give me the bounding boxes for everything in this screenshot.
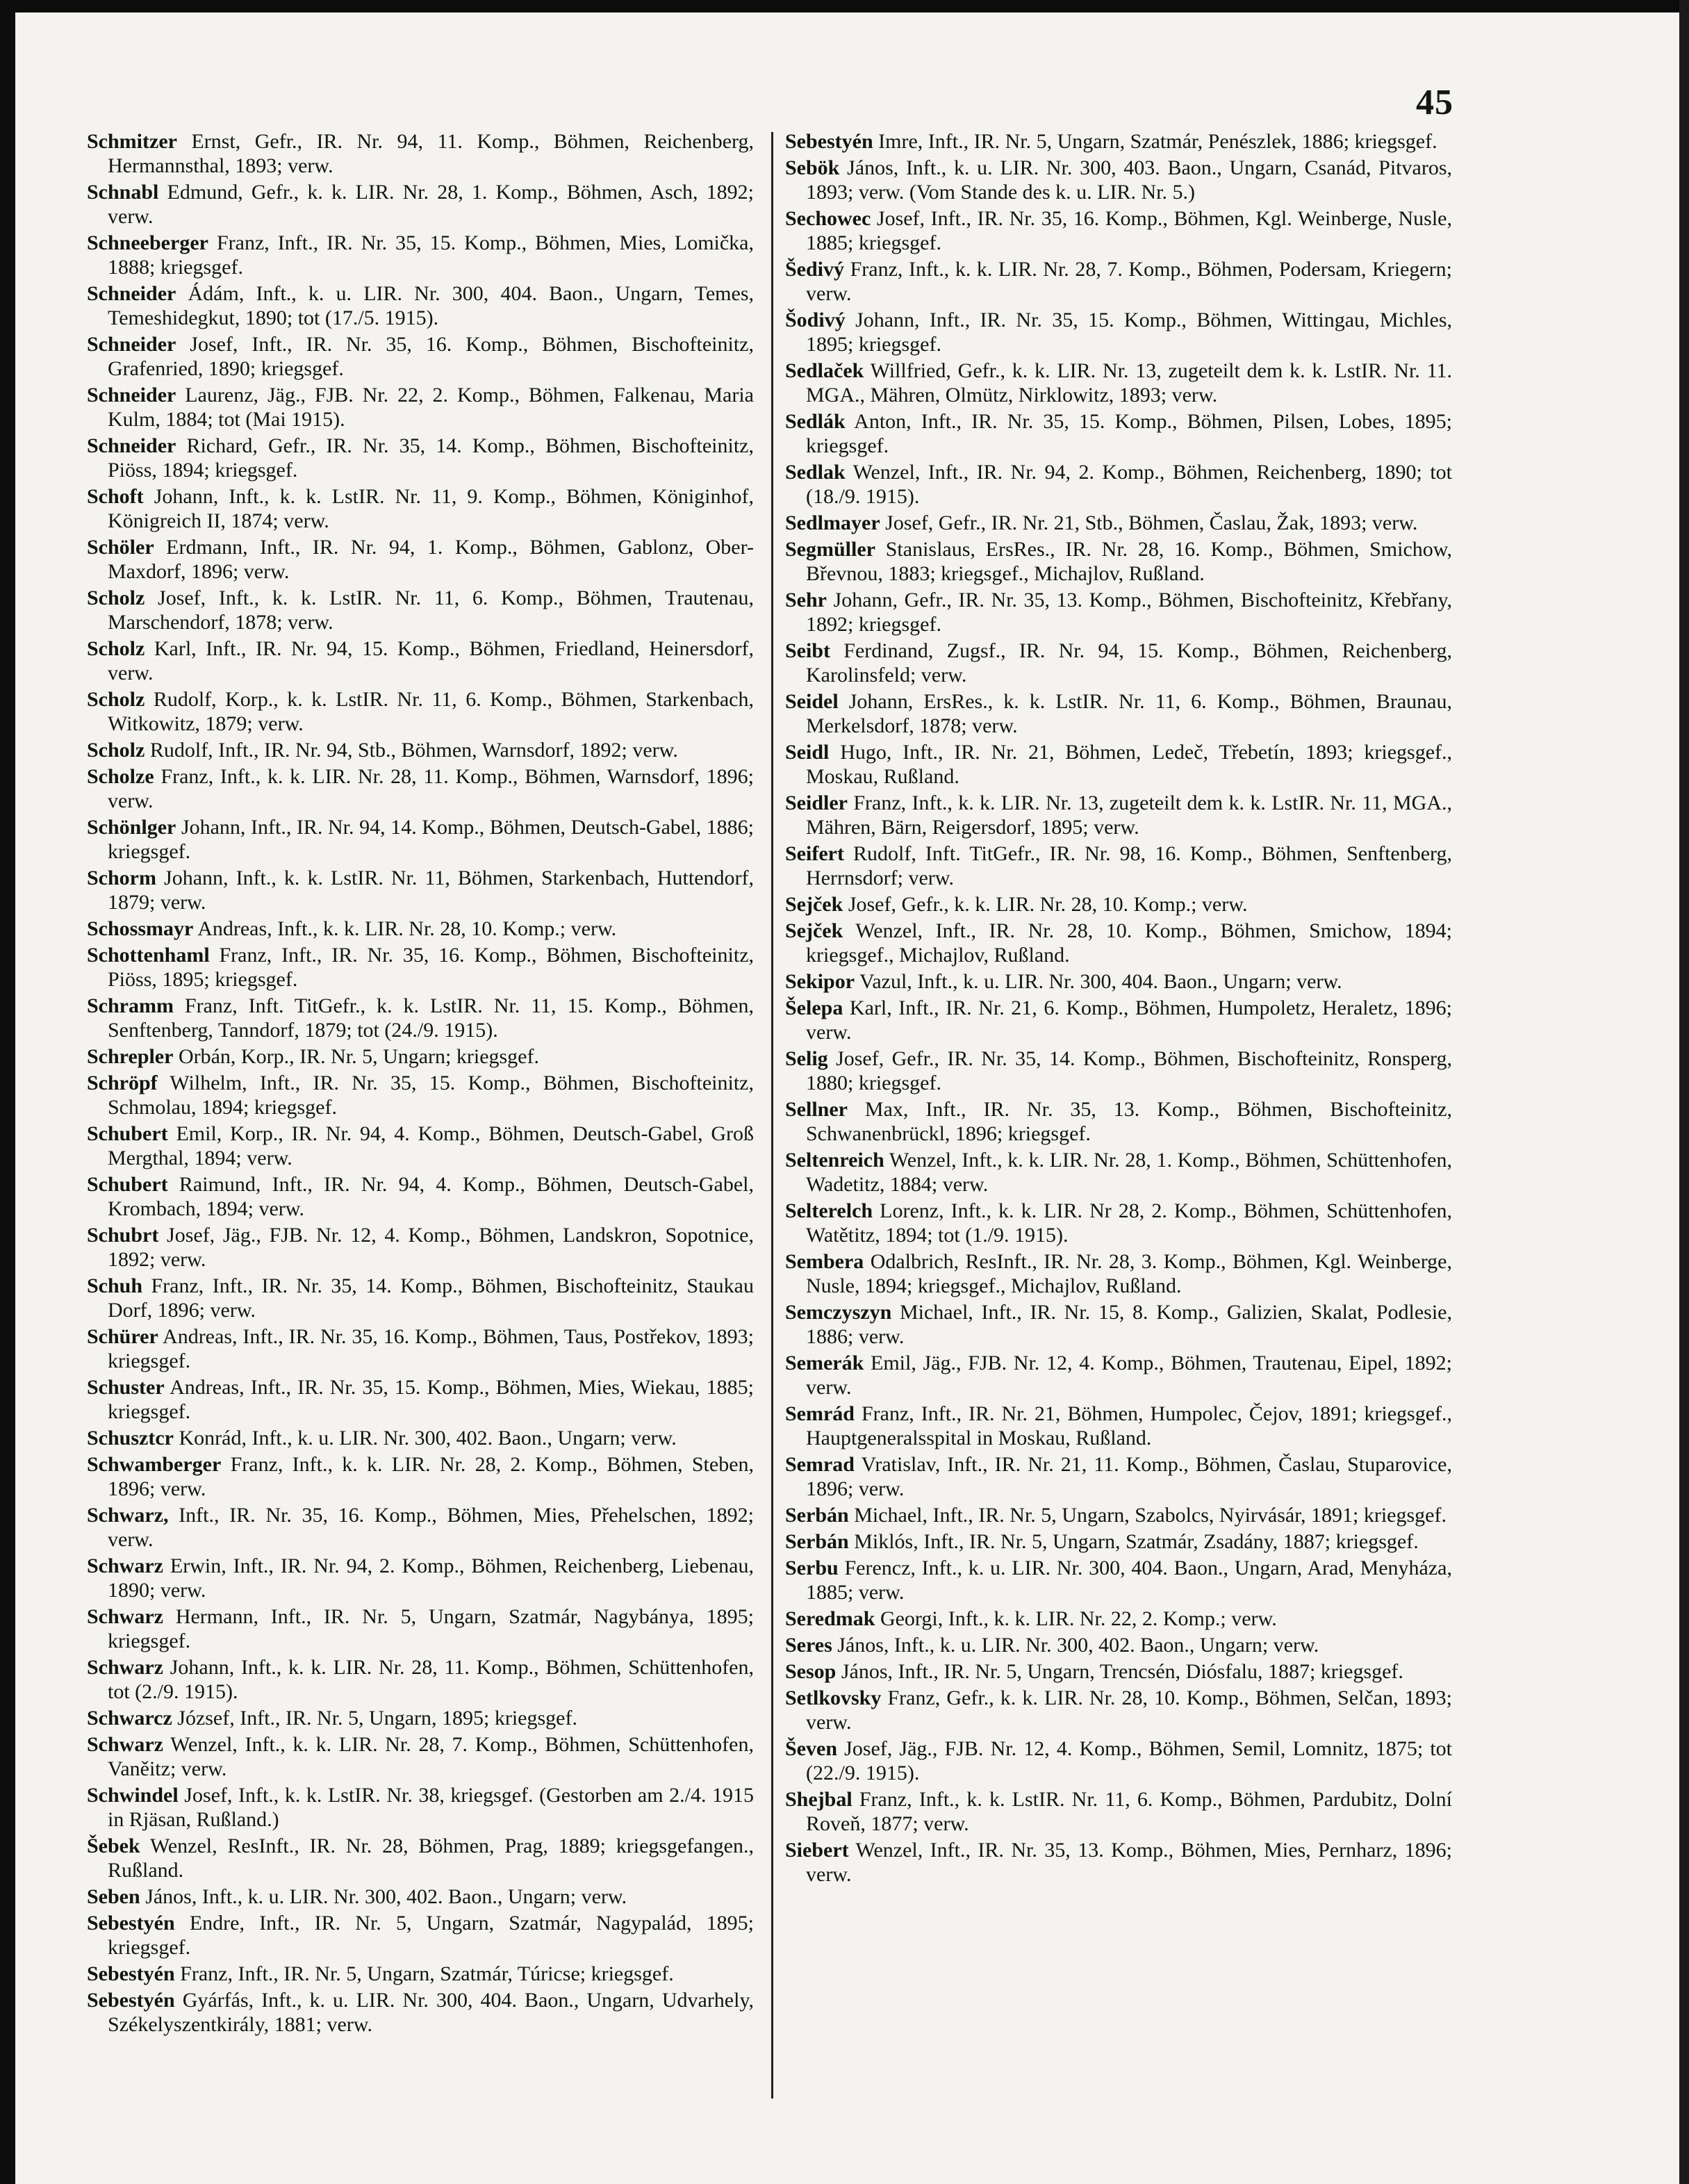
left-column bbox=[87, 129, 754, 2117]
list-entry bbox=[785, 1529, 1452, 1554]
entry-surname: Schusztcr bbox=[87, 1427, 174, 1450]
entry-surname: Šebek bbox=[87, 1834, 140, 1857]
entry-surname: Sebök bbox=[785, 156, 840, 179]
entry-details: Wenzel, Inft., k. k. LIR. Nr. 28, 1. Komp., Böhmen, Schüttenhofen, Wadetitz, 1884; verw. bbox=[806, 1149, 1452, 1196]
list-entry bbox=[87, 1655, 754, 1704]
entry-surname: Schubert bbox=[87, 1122, 168, 1145]
entry-surname: Selterelch bbox=[785, 1199, 873, 1222]
entry-surname: Schneider bbox=[87, 333, 176, 356]
entry-details: Franz, Inft., k. k. LIR. Nr. 28, 7. Komp., Böhmen, Podersam, Kriegern; verw. bbox=[806, 258, 1452, 305]
list-entry bbox=[785, 1249, 1452, 1298]
entry-details: Josef, Inft., IR. Nr. 35, 16. Komp., Böhmen, Kgl. Weinberge, Nusle, 1885; kriegsgef. bbox=[806, 207, 1452, 254]
entry-details: Rudolf, Korp., k. k. LstIR. Nr. 11, 6. Komp., Böhmen, Starkenbach, Witkowitz, 1879; verw. bbox=[108, 688, 754, 735]
entry-surname: Schwarz bbox=[87, 1554, 163, 1577]
list-entry bbox=[785, 1607, 1452, 1631]
entry-surname: Schwarz bbox=[87, 1605, 163, 1628]
entry-details: Andreas, Inft., IR. Nr. 35, 16. Komp., Böhmen, Taus, Postřekov, 1893; kriegsgef. bbox=[108, 1325, 754, 1372]
list-entry bbox=[87, 1732, 754, 1781]
entry-details: János, Inft., k. u. LIR. Nr. 300, 402. Baon., Ungarn; verw. bbox=[145, 1885, 627, 1908]
entry-details: Laurenz, Jäg., FJB. Nr. 22, 2. Komp., Böhmen, Falkenau, Maria Kulm, 1884; tot (Mai 1915). bbox=[108, 384, 754, 431]
entry-surname: Scholz bbox=[87, 586, 145, 609]
list-entry bbox=[785, 409, 1452, 458]
list-entry bbox=[87, 637, 754, 685]
entry-details: Johann, Gefr., IR. Nr. 35, 13. Komp., Böhmen, Bischofteinitz, Křebřany, 1892; kriegsgef. bbox=[806, 589, 1452, 636]
entry-details: Vratislav, Inft., IR. Nr. 21, 11. Komp., Böhmen, Časlau, Stuparovice, 1896; verw. bbox=[806, 1453, 1452, 1500]
list-entry bbox=[785, 257, 1452, 306]
list-entry bbox=[87, 1834, 754, 1882]
list-entry bbox=[785, 1633, 1452, 1657]
entry-details: Georgi, Inft., k. k. LIR. Nr. 22, 2. Komp.; verw. bbox=[880, 1607, 1277, 1630]
entry-details: Franz, Inft., IR. Nr. 35, 14. Komp., Böhmen, Bischofteinitz, Staukau Dorf, 1896; verw. bbox=[108, 1274, 754, 1322]
entry-details: Franz, Inft., k. k. LIR. Nr. 28, 2. Komp., Böhmen, Steben, 1896; verw. bbox=[108, 1453, 754, 1500]
entry-details: Inft., IR. Nr. 35, 16. Komp., Böhmen, Mies, Přehelschen, 1892; verw. bbox=[108, 1504, 754, 1551]
list-entry bbox=[785, 1736, 1452, 1785]
entry-surname: Sedlak bbox=[785, 461, 846, 484]
entry-surname: Sedlmayer bbox=[785, 511, 880, 534]
list-entry bbox=[785, 1787, 1452, 1836]
list-entry bbox=[87, 943, 754, 992]
scan-border-top bbox=[0, 0, 1689, 13]
list-entry bbox=[87, 1122, 754, 1170]
entry-surname: Sekipor bbox=[785, 970, 855, 993]
entry-details: Rudolf, Inft. TitGefr., IR. Nr. 98, 16. Komp., Böhmen, Senftenberg, Herrnsdorf; verw. bbox=[806, 842, 1452, 889]
entry-details: Wenzel, Inft., IR. Nr. 35, 13. Komp., Böhmen, Mies, Pernharz, 1896; verw. bbox=[806, 1839, 1452, 1886]
entry-details: Franz, Gefr., k. k. LIR. Nr. 28, 10. Komp., Böhmen, Selčan, 1893; verw. bbox=[806, 1686, 1452, 1734]
entry-surname: Scholz bbox=[87, 637, 145, 660]
list-entry bbox=[785, 1659, 1452, 1684]
list-entry bbox=[87, 764, 754, 813]
entry-details: Johann, Inft., k. k. LstIR. Nr. 11, Böhmen, Starkenbach, Huttendorf, 1879; verw. bbox=[108, 867, 754, 914]
entry-details: Michael, Inft., IR. Nr. 15, 8. Komp., Galizien, Skalat, Podlesie, 1886; verw. bbox=[806, 1301, 1452, 1348]
entry-surname: Schuster bbox=[87, 1376, 165, 1399]
entry-details: József, Inft., IR. Nr. 5, Ungarn, 1895; kriegsgef. bbox=[177, 1707, 577, 1730]
list-entry bbox=[87, 180, 754, 229]
list-entry bbox=[87, 917, 754, 941]
entry-details: Johann, ErsRes., k. k. LstIR. Nr. 11, 6. Komp., Böhmen, Braunau, Merkelsdorf, 1878; verw. bbox=[806, 690, 1452, 737]
entry-surname: Schwarz bbox=[87, 1656, 163, 1679]
entry-details: Konrád, Inft., k. u. LIR. Nr. 300, 402. Baon., Ungarn; verw. bbox=[179, 1427, 677, 1450]
entry-surname: Serbán bbox=[785, 1504, 849, 1527]
entry-surname: Seidl bbox=[785, 741, 830, 764]
entry-details: Josef, Inft., IR. Nr. 35, 16. Komp., Böhmen, Bischofteinitz, Grafenried, 1890; kriegsgef. bbox=[108, 333, 754, 380]
list-entry bbox=[87, 1274, 754, 1322]
entry-surname: Sejček bbox=[785, 919, 843, 942]
entry-surname: Schwarcz bbox=[87, 1707, 172, 1730]
list-entry bbox=[87, 1885, 754, 1909]
entry-details: Andreas, Inft., k. k. LIR. Nr. 28, 10. Komp.; verw. bbox=[197, 917, 617, 940]
entry-surname: Sebestyén bbox=[87, 1912, 175, 1935]
entry-details: Johann, Inft., IR. Nr. 94, 14. Komp., Böhmen, Deutsch-Gabel, 1886; kriegsgef. bbox=[108, 816, 754, 863]
list-entry bbox=[87, 1044, 754, 1069]
entry-surname: Schwarz bbox=[87, 1733, 163, 1756]
entry-details: Franz, Inft., k. k. LIR. Nr. 13, zugeteilt dem k. k. LstIR. Nr. 11, MGA., Mähren, Bärn, Reigersdorf, 1895; verw. bbox=[806, 791, 1452, 839]
list-entry bbox=[87, 434, 754, 482]
entry-details: Johann, Inft., IR. Nr. 35, 15. Komp., Böhmen, Wittingau, Michles, 1895; kriegsgef. bbox=[806, 309, 1452, 356]
entry-surname: Ševen bbox=[785, 1737, 837, 1760]
entry-details: Johann, Inft., k. k. LIR. Nr. 28, 11. Komp., Böhmen, Schüttenhofen, tot (2./9. 1915). bbox=[108, 1656, 754, 1703]
list-entry bbox=[785, 1199, 1452, 1247]
entry-surname: Sebestyén bbox=[87, 1962, 175, 1985]
entry-surname: Šelepa bbox=[785, 996, 843, 1019]
list-entry bbox=[785, 1686, 1452, 1734]
list-entry bbox=[87, 1783, 754, 1832]
entry-details: Erdmann, Inft., IR. Nr. 94, 1. Komp., Böhmen, Gablonz, Ober-Maxdorf, 1896; verw. bbox=[108, 536, 754, 583]
list-entry bbox=[785, 308, 1452, 356]
entry-surname: Semrád bbox=[785, 1402, 855, 1425]
entry-details: Michael, Inft., IR. Nr. 5, Ungarn, Szabolcs, Nyirvásár, 1891; kriegsgef. bbox=[854, 1504, 1447, 1527]
entry-details: János, Inft., IR. Nr. 5, Ungarn, Trencsén, Diósfalu, 1887; kriegsgef. bbox=[841, 1660, 1403, 1683]
entry-surname: Schorm bbox=[87, 867, 156, 889]
entry-surname: Schottenhaml bbox=[87, 944, 210, 967]
entry-details: János, Inft., k. u. LIR. Nr. 300, 402. Baon., Ungarn; verw. bbox=[837, 1634, 1319, 1657]
list-entry bbox=[785, 460, 1452, 509]
right-column bbox=[785, 129, 1452, 2117]
entry-details: Josef, Gefr., IR. Nr. 21, Stb., Böhmen, Časlau, Žak, 1893; verw. bbox=[885, 511, 1418, 534]
entry-details: Franz, Inft., k. k. LIR. Nr. 28, 11. Komp., Böhmen, Warnsdorf, 1896; verw. bbox=[108, 765, 754, 812]
entry-surname: Schmitzer bbox=[87, 130, 177, 153]
entry-details: Franz, Inft., IR. Nr. 5, Ungarn, Szatmár, Túricse; kriegsgef. bbox=[180, 1962, 674, 1985]
entry-surname: Schneeberger bbox=[87, 231, 208, 254]
entry-surname: Schoft bbox=[87, 485, 144, 508]
entry-details: Raimund, Inft., IR. Nr. 94, 4. Komp., Böhmen, Deutsch-Gabel, Krombach, 1894; verw. bbox=[108, 1173, 754, 1220]
entry-surname: Selig bbox=[785, 1047, 828, 1070]
entry-surname: Serbán bbox=[785, 1530, 849, 1553]
entry-details: Franz, Inft. TitGefr., k. k. LstIR. Nr. 11, 15. Komp., Böhmen, Senftenberg, Tanndorf, 1879; tot (24./9. 1915). bbox=[108, 994, 754, 1042]
list-entry bbox=[785, 969, 1452, 994]
entry-details: Ferencz, Inft., k. u. LIR. Nr. 300, 404. Baon., Ungarn, Arad, Menyháza, 1885; verw. bbox=[806, 1557, 1452, 1604]
list-entry bbox=[785, 206, 1452, 255]
entry-details: Imre, Inft., IR. Nr. 5, Ungarn, Szatmár, Penészlek, 1886; kriegsgef. bbox=[878, 130, 1437, 153]
list-entry bbox=[87, 1988, 754, 2037]
entry-details: Josef, Inft., k. k. LstIR. Nr. 11, 6. Komp., Böhmen, Trautenau, Marschendorf, 1878; verw. bbox=[108, 586, 754, 634]
list-entry bbox=[87, 1706, 754, 1730]
list-entry bbox=[87, 1604, 754, 1653]
entry-surname: Schossmayr bbox=[87, 917, 194, 940]
entry-details: Endre, Inft., IR. Nr. 5, Ungarn, Szatmár, Nagypalád, 1895; kriegsgef. bbox=[108, 1912, 754, 1959]
list-entry bbox=[785, 1148, 1452, 1197]
list-entry bbox=[785, 1351, 1452, 1399]
entry-surname: Schramm bbox=[87, 994, 174, 1017]
list-entry bbox=[87, 1375, 754, 1424]
entry-surname: Seifert bbox=[785, 842, 844, 865]
entry-surname: Sejček bbox=[785, 893, 843, 916]
list-entry bbox=[87, 586, 754, 634]
entry-details: Wilhelm, Inft., IR. Nr. 35, 15. Komp., Böhmen, Bischofteinitz, Schmolau, 1894; kriegsgef. bbox=[108, 1072, 754, 1119]
entry-surname: Schneider bbox=[87, 434, 176, 457]
list-entry bbox=[785, 511, 1452, 535]
entry-details: Wenzel, ResInft., IR. Nr. 28, Böhmen, Prag, 1889; kriegsgefangen., Rußland. bbox=[108, 1834, 754, 1882]
entry-details: Edmund, Gefr., k. k. LIR. Nr. 28, 1. Komp., Böhmen, Asch, 1892; verw. bbox=[108, 181, 754, 228]
entry-surname: Schnabl bbox=[87, 181, 159, 204]
list-entry bbox=[87, 383, 754, 432]
list-entry bbox=[87, 231, 754, 279]
entry-surname: Schwarz, bbox=[87, 1504, 169, 1527]
entry-details: Josef, Inft., k. k. LstIR. Nr. 38, kriegsgef. (Gestorben am 2./4. 1915 in Rjäsan, Rußland.) bbox=[108, 1784, 754, 1831]
entry-surname: Semerák bbox=[785, 1352, 864, 1374]
list-entry bbox=[785, 588, 1452, 637]
entry-details: Franz, Inft., k. k. LstIR. Nr. 11, 6. Komp., Böhmen, Pardubitz, Dolní Roveň, 1877; verw. bbox=[806, 1788, 1452, 1835]
entry-details: Erwin, Inft., IR. Nr. 94, 2. Komp., Böhmen, Reichenberg, Liebenau, 1890; verw. bbox=[108, 1554, 754, 1602]
entry-surname: Schwindel bbox=[87, 1784, 179, 1807]
entry-surname: Scholze bbox=[87, 765, 154, 788]
entry-details: Gyárfás, Inft., k. u. LIR. Nr. 300, 404. Baon., Ungarn, Udvarhely, Székelyszentkirály, 1881; verw. bbox=[108, 1989, 754, 2036]
entry-surname: Schneider bbox=[87, 282, 176, 305]
entry-surname: Siebert bbox=[785, 1839, 849, 1862]
entry-surname: Scholz bbox=[87, 688, 145, 711]
entry-details: Ádám, Inft., k. u. LIR. Nr. 300, 404. Baon., Ungarn, Temes, Temeshidegkut, 1890; tot (17./5. 1915). bbox=[108, 282, 754, 329]
entry-details: Emil, Korp., IR. Nr. 94, 4. Komp., Böhmen, Deutsch-Gabel, Groß Mergthal, 1894; verw. bbox=[108, 1122, 754, 1169]
list-entry bbox=[87, 1324, 754, 1373]
entry-details: Josef, Jäg., FJB. Nr. 12, 4. Komp., Böhmen, Semil, Lomnitz, 1875; tot (22./9. 1915). bbox=[806, 1737, 1452, 1784]
entry-surname: Sellner bbox=[785, 1098, 848, 1121]
entry-surname: Seredmak bbox=[785, 1607, 875, 1630]
list-entry bbox=[785, 1452, 1452, 1501]
entry-surname: Schneider bbox=[87, 384, 176, 407]
entry-details: Orbán, Korp., IR. Nr. 5, Ungarn; kriegsgef. bbox=[178, 1045, 539, 1068]
entry-details: Vazul, Inft., k. u. LIR. Nr. 300, 404. Baon., Ungarn; verw. bbox=[859, 970, 1342, 993]
list-entry bbox=[785, 841, 1452, 890]
entry-surname: Schöler bbox=[87, 536, 154, 559]
list-entry bbox=[87, 815, 754, 864]
list-entry bbox=[87, 1172, 754, 1221]
list-entry bbox=[87, 1911, 754, 1960]
entry-details: Karl, Inft., IR. Nr. 94, 15. Komp., Böhmen, Friedland, Heinersdorf, verw. bbox=[108, 637, 754, 684]
entry-details: Willfried, Gefr., k. k. LIR. Nr. 13, zugeteilt dem k. k. LstIR. Nr. 11. MGA., Mähren, Olmütz, Nirklowitz, 1893; verw. bbox=[806, 359, 1452, 407]
list-entry bbox=[87, 535, 754, 584]
entry-surname: Sebestyén bbox=[87, 1989, 175, 2012]
entry-surname: Schrepler bbox=[87, 1045, 174, 1068]
entry-details: Franz, Inft., IR. Nr. 35, 16. Komp., Böhmen, Bischofteinitz, Piöss, 1895; kriegsgef. bbox=[108, 944, 754, 991]
entry-details: Josef, Gefr., IR. Nr. 35, 14. Komp., Böhmen, Bischofteinitz, Ronsperg, 1880; kriegsgef. bbox=[806, 1047, 1452, 1094]
entry-details: Rudolf, Inft., IR. Nr. 94, Stb., Böhmen, Warnsdorf, 1892; verw. bbox=[149, 739, 678, 762]
list-entry bbox=[785, 537, 1452, 586]
entry-surname: Schönlger bbox=[87, 816, 176, 839]
entry-surname: Shejbal bbox=[785, 1788, 852, 1811]
list-entry bbox=[87, 687, 754, 736]
list-entry bbox=[785, 996, 1452, 1044]
entry-surname: Seidler bbox=[785, 791, 848, 814]
list-entry bbox=[785, 359, 1452, 407]
list-entry bbox=[87, 1554, 754, 1602]
page-number: 45 bbox=[1416, 83, 1453, 122]
entry-details: Ferdinand, Zugsf., IR. Nr. 94, 15. Komp., Böhmen, Reichenberg, Karolinsfeld; verw. bbox=[806, 639, 1452, 687]
list-entry bbox=[785, 129, 1452, 154]
entry-surname: Sechowec bbox=[785, 207, 871, 230]
entry-surname: Seres bbox=[785, 1634, 832, 1657]
entry-details: Karl, Inft., IR. Nr. 21, 6. Komp., Böhmen, Humpoletz, Heraletz, 1896; verw. bbox=[806, 996, 1452, 1044]
scan-border-right bbox=[1679, 0, 1689, 2184]
entry-surname: Sedlaček bbox=[785, 359, 864, 382]
entry-surname: Seidel bbox=[785, 690, 839, 713]
list-entry bbox=[87, 332, 754, 381]
entry-details: Max, Inft., IR. Nr. 35, 13. Komp., Böhmen, Bischofteinitz, Schwanenbrückl, 1896; kriegsgef. bbox=[806, 1098, 1452, 1145]
entry-details: Stanislaus, ErsRes., IR. Nr. 28, 16. Komp., Böhmen, Smichow, Břevnou, 1883; kriegsgef., Michajlov, Rußland. bbox=[806, 538, 1452, 585]
entry-surname: Sebestyén bbox=[785, 130, 873, 153]
list-entry bbox=[87, 1503, 754, 1552]
scan-border-left bbox=[0, 0, 15, 2184]
list-entry bbox=[785, 156, 1452, 204]
entry-surname: Seltenreich bbox=[785, 1149, 884, 1172]
entry-details: Hermann, Inft., IR. Nr. 5, Ungarn, Szatmár, Nagybánya, 1895; kriegsgef. bbox=[108, 1605, 754, 1652]
entry-details: Odalbrich, ResInft., IR. Nr. 28, 3. Komp., Böhmen, Kgl. Weinberge, Nusle, 1894; kriegsgef., Michajlov, Rußland. bbox=[806, 1250, 1452, 1297]
list-entry bbox=[785, 1838, 1452, 1887]
entry-surname: Schuh bbox=[87, 1274, 143, 1297]
list-entry bbox=[87, 1223, 754, 1272]
entry-surname: Sembera bbox=[785, 1250, 864, 1273]
entry-surname: Šodivý bbox=[785, 309, 846, 331]
entry-surname: Schürer bbox=[87, 1325, 158, 1348]
entry-details: Andreas, Inft., IR. Nr. 35, 15. Komp., Böhmen, Mies, Wiekau, 1885; kriegsgef. bbox=[108, 1376, 754, 1423]
list-entry bbox=[87, 1452, 754, 1501]
list-entry bbox=[87, 281, 754, 330]
entry-surname: Sedlák bbox=[785, 410, 846, 433]
entry-details: Wenzel, Inft., IR. Nr. 94, 2. Komp., Böhmen, Reichenberg, 1890; tot (18./9. 1915). bbox=[806, 461, 1452, 508]
entry-details: Franz, Inft., IR. Nr. 35, 15. Komp., Böhmen, Mies, Lomička, 1888; kriegsgef. bbox=[108, 231, 754, 279]
list-entry bbox=[87, 738, 754, 762]
list-entry bbox=[785, 639, 1452, 687]
list-entry bbox=[785, 1402, 1452, 1450]
list-entry bbox=[87, 866, 754, 914]
list-entry bbox=[87, 1071, 754, 1119]
entry-details: Wenzel, Inft., IR. Nr. 28, 10. Komp., Böhmen, Smichow, 1894; kriegsgef., Michajlov, Rußland. bbox=[806, 919, 1452, 967]
entry-surname: Serbu bbox=[785, 1557, 839, 1579]
entry-surname: Schwamberger bbox=[87, 1453, 222, 1476]
entry-surname: Schubert bbox=[87, 1173, 168, 1196]
list-entry bbox=[785, 1503, 1452, 1527]
entry-surname: Seben bbox=[87, 1885, 140, 1908]
entry-details: Emil, Jäg., FJB. Nr. 12, 4. Komp., Böhmen, Trautenau, Eipel, 1892; verw. bbox=[806, 1352, 1452, 1399]
entry-surname: Schröpf bbox=[87, 1072, 158, 1094]
entry-surname: Segmüller bbox=[785, 538, 875, 561]
entry-details: Richard, Gefr., IR. Nr. 35, 14. Komp., Böhmen, Bischofteinitz, Piöss, 1894; kriegsgef. bbox=[108, 434, 754, 482]
list-entry bbox=[87, 129, 754, 178]
entry-surname: Šedivý bbox=[785, 258, 845, 281]
list-entry bbox=[785, 1556, 1452, 1604]
entry-surname: Sesop bbox=[785, 1660, 837, 1683]
list-entry bbox=[785, 791, 1452, 839]
list-entry bbox=[785, 1300, 1452, 1349]
list-entry bbox=[87, 484, 754, 533]
entry-details: Ernst, Gefr., IR. Nr. 94, 11. Komp., Böhmen, Reichenberg, Hermannsthal, 1893; verw. bbox=[108, 130, 754, 177]
list-entry bbox=[87, 994, 754, 1042]
entry-surname: Seibt bbox=[785, 639, 831, 662]
entry-details: Franz, Inft., IR. Nr. 21, Böhmen, Humpolec, Čejov, 1891; kriegsgef., Hauptgeneralsspital in Moskau, Rußland. bbox=[806, 1402, 1452, 1450]
entry-details: Josef, Gefr., k. k. LIR. Nr. 28, 10. Komp.; verw. bbox=[848, 893, 1248, 916]
entry-details: Wenzel, Inft., k. k. LIR. Nr. 28, 7. Komp., Böhmen, Schüttenhofen, Vaněitz; verw. bbox=[108, 1733, 754, 1780]
list-entry bbox=[785, 689, 1452, 738]
list-entry bbox=[87, 1962, 754, 1986]
entry-surname: Semrad bbox=[785, 1453, 855, 1476]
entry-details: János, Inft., k. u. LIR. Nr. 300, 403. Baon., Ungarn, Csanád, Pitvaros, 1893; verw. (Vom Stande des k. u. LIR. Nr. 5.) bbox=[806, 156, 1452, 204]
entry-details: Hugo, Inft., IR. Nr. 21, Böhmen, Ledeč, Třebetín, 1893; kriegsgef., Moskau, Rußland. bbox=[806, 741, 1452, 788]
list-entry bbox=[785, 892, 1452, 917]
list-entry bbox=[785, 1097, 1452, 1146]
entry-details: Anton, Inft., IR. Nr. 35, 15. Komp., Böhmen, Pilsen, Lobes, 1895; kriegsgef. bbox=[806, 410, 1452, 457]
list-entry bbox=[785, 740, 1452, 789]
entry-surname: Schubrt bbox=[87, 1224, 159, 1247]
entry-details: Miklós, Inft., IR. Nr. 5, Ungarn, Szatmár, Zsadány, 1887; kriegsgef. bbox=[854, 1530, 1419, 1553]
entry-details: Johann, Inft., k. k. LstIR. Nr. 11, 9. Komp., Böhmen, Königinhof, Königreich II, 1874; verw. bbox=[108, 485, 754, 532]
entry-surname: Semczyszyn bbox=[785, 1301, 892, 1324]
entry-details: Lorenz, Inft., k. k. LIR. Nr 28, 2. Komp., Böhmen, Schüttenhofen, Watětitz, 1894; tot (1./9. 1915). bbox=[806, 1199, 1452, 1247]
list-entry bbox=[785, 919, 1452, 967]
entry-surname: Scholz bbox=[87, 739, 145, 762]
list-entry bbox=[785, 1046, 1452, 1095]
entry-surname: Sehr bbox=[785, 589, 827, 611]
entry-surname: Setlkovsky bbox=[785, 1686, 882, 1709]
entry-details: Josef, Jäg., FJB. Nr. 12, 4. Komp., Böhmen, Landskron, Sopotnice, 1892; verw. bbox=[108, 1224, 754, 1271]
list-entry bbox=[87, 1426, 754, 1450]
column-divider bbox=[771, 132, 773, 2099]
